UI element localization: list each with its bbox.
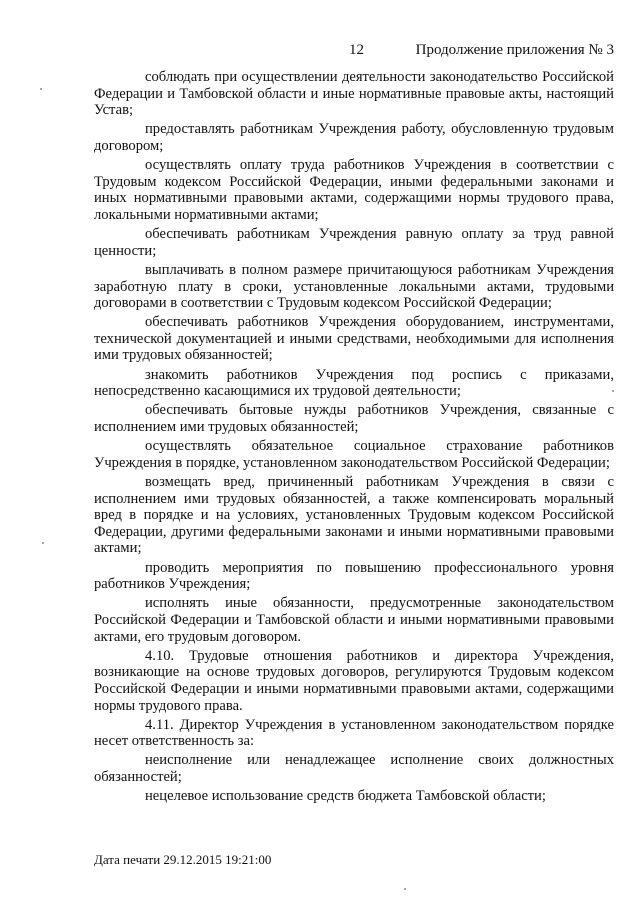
scan-speck xyxy=(42,542,44,544)
paragraph: осуществлять обязательное социальное страхование работников Учреждения в порядке, установленном законодательством Российской Федерации; xyxy=(94,438,614,471)
appendix-continuation: Продолжение приложения № 3 xyxy=(415,42,614,58)
paragraph: соблюдать при осуществлении деятельности законодательство Российской Федерации и Тамбовской области и иные нормативные правовые акты, настоящий Устав; xyxy=(94,69,614,119)
print-date: Дата печати 29.12.2015 19:21:00 xyxy=(94,852,272,867)
paragraph: неисполнение или ненадлежащее исполнение своих должностных обязанностей; xyxy=(94,752,614,786)
scan-speck xyxy=(404,888,406,890)
document-body xyxy=(94,69,614,807)
section-paragraph: 4.10. Трудовые отношения работников и директора Учреждения, возникающие на основе трудовых договоров, регулируются Трудовым кодексом Российской Федерации и иными нормативными правовыми актами, содержащими нормы трудового права. xyxy=(94,647,614,714)
paragraph: осуществлять оплату труда работников Учреждения в соответствии с Трудовым кодексом Российской Федерации, иными федеральными законами и иных нормативными правовыми актами, содержащими нормы трудового права, локальными нормативными актами; xyxy=(94,157,614,223)
paragraph: возмещать вред, причиненный работникам Учреждения в связи с исполнением ими трудовых обязанностей, а также компенсировать моральный вред в порядке и на условиях, установленных Трудовым кодексом Российской Федерации, другими федеральными законами и иными нормативными правовыми актами; xyxy=(94,474,614,557)
page-header xyxy=(0,42,640,62)
paragraph: предоставлять работникам Учреждения работу, обусловленную трудовым договором; xyxy=(94,121,614,154)
paragraph: исполнять иные обязанности, предусмотренные законодательством Российской Федерации и Тамбовской области и иными нормативными правовыми актами, его трудовым договором. xyxy=(94,595,614,645)
paragraph: обеспечивать работникам Учреждения равную оплату за труд равной ценности; xyxy=(94,226,614,259)
paragraph: нецелевое использование средств бюджета Тамбовской области; xyxy=(145,788,546,805)
paragraph: обеспечивать работников Учреждения оборудованием, инструментами, технической документацией и иными средствами, необходимыми для исполнения ими трудовых обязанностей; xyxy=(94,314,614,364)
page-number: 12 xyxy=(349,42,364,58)
paragraph: проводить мероприятия по повышению профессионального уровня работников Учреждения; xyxy=(94,559,614,593)
scan-speck xyxy=(40,88,42,90)
paragraph: обеспечивать бытовые нужды работников Учреждения, связанные с исполнением ими трудовых обязанностей; xyxy=(94,402,614,436)
section-paragraph: 4.11. Директор Учреждения в установленном законодательством порядке несет ответственность за: xyxy=(94,716,614,750)
scan-speck xyxy=(612,390,614,392)
paragraph: знакомить работников Учреждения под роспись с приказами, непосредственно касающимися их трудовой деятельности; xyxy=(94,366,614,400)
paragraph: выплачивать в полном размере причитающуюся работникам Учреждения заработную плату в сроки, установленные локальными актами, трудовыми договорами в соответствии с Трудовым кодексом Российской Федерации; xyxy=(94,261,614,312)
